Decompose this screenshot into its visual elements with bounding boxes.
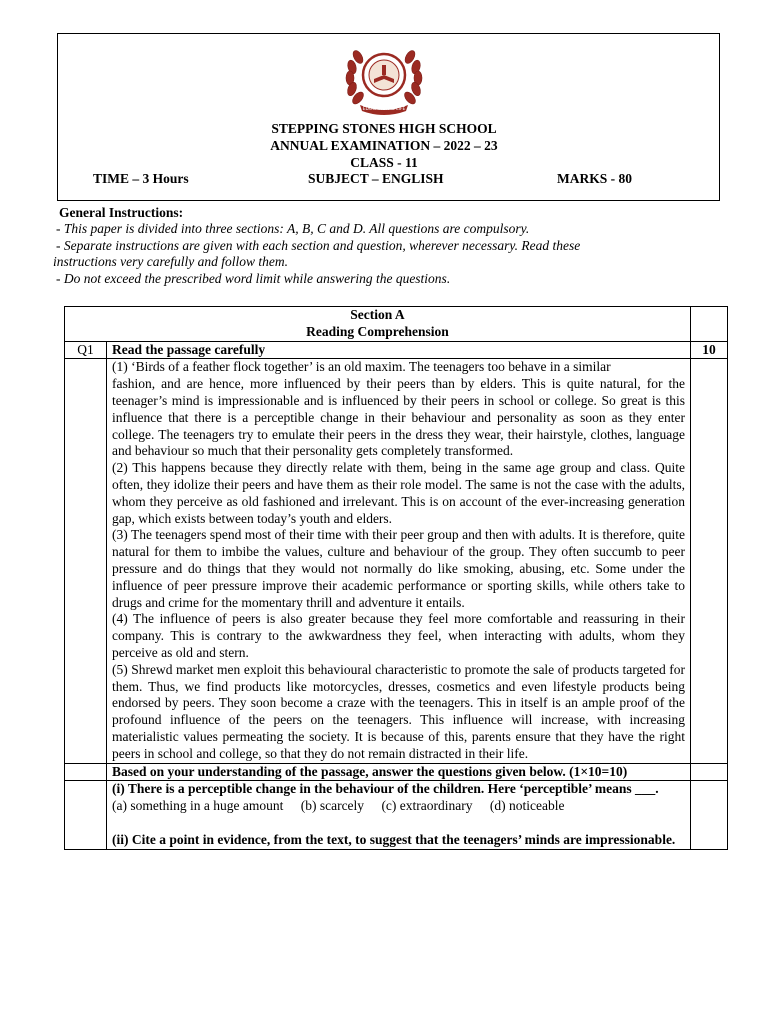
instruction-2a: - Separate instructions are given with each section and question, wherever necessary. Read these (56, 238, 581, 253)
instruction-2b: instructions very carefully and follow them. (53, 254, 288, 269)
marks-label: MARKS - 80 (557, 171, 632, 186)
question-i: (i) There is a perceptible change in the behaviour of the children. Here ‘perceptible’ means ___. (112, 781, 659, 797)
instruction-3: - Do not exceed the prescribed word limit while answering the questions. (56, 271, 451, 286)
subquestions-row (65, 781, 728, 849)
passage-para-1a: (1) ‘Birds of a feather flock together’ is an old maxim. The teenagers too behave in a similar (112, 359, 611, 375)
based-on-instruction: Based on your understanding of the passage, answer the questions given below. (1×10=10) (107, 763, 691, 781)
instruction-row (65, 763, 728, 781)
passage-cell (107, 359, 691, 763)
section-title: Reading Comprehension (306, 323, 449, 339)
section-name: Section A (350, 307, 405, 322)
section-header-cell (65, 307, 691, 342)
emblem-ribbon-text: EDUCATION IS LIFE (362, 107, 406, 112)
school-emblem (340, 41, 428, 119)
section-header-row (65, 307, 728, 342)
question-number: Q1 (65, 341, 107, 359)
exam-title: ANNUAL EXAMINATION – 2022 – 23 (270, 138, 498, 153)
passage-para-5: (5) Shrewd market men exploit this behavioural characteristic to promote the sale of products targeted for them. Thus, we find products like motorcycles, dresses, cosmetics and even lifestyle products being endorsed by peers. They soon become a craze with the teenagers. This in itself is an ample proof of the profound influence of the peers on the teenagers. This influence will increase, with increasing materialistic values permeating the society. It is because of this, parents ensure that they have the right peers in school and college, so that they do not remain distracted in their life. (112, 661, 685, 761)
class-label: CLASS - 11 (350, 155, 418, 170)
passage-para-3: (3) The teenagers spend most of their time with their peer group and then with adults. It is therefore, quite natural for them to imbibe the values, culture and behaviour of the group. They often succumb to peer pressure and do things that they would not normally do like smoking, abusing, etc. Some under the influence of peer pressure improve their academic performance or sporting skills, while others take to drugs and crime for the momentary thrill and adventure it entails. (112, 527, 685, 610)
option-b: (b) scarcely (300, 798, 365, 814)
option-a: (a) something in a huge amount (112, 798, 284, 814)
passage-row (65, 359, 728, 763)
question-i-options (112, 798, 685, 815)
instructions-title: General Instructions: (59, 205, 184, 220)
passage-para-1b: fashion, and are hence, more influenced by their peers than by elders. This is quite natural, for the teenager’s mind is impressionable and is influenced by their peers in school or college. So great is this influence that there is a perceptible change in their behaviour and personality as soon as they enter college. The teenagers try to emulate their peers in the dress they wear, their hairstyle, clothes, language and behaviour so much that their personality gets completely transformed. (112, 376, 685, 459)
question-title: Read the passage carefully (107, 341, 691, 359)
passage-para-4: (4) The influence of peers is also greater because they feel more comfortable and reassuring in their company. This is contrary to the awkwardness they feel, when interacting with adults, whom they perceive as old and stern. (112, 611, 685, 660)
subquestions-cell (107, 781, 691, 849)
subject-label: SUBJECT – ENGLISH (308, 171, 444, 186)
option-c: (c) extraordinary (381, 798, 473, 814)
question-ii: (ii) Cite a point in evidence, from the text, to suggest that the teenagers’ minds are impressionable. (112, 831, 676, 847)
time-label: TIME – 3 Hours (93, 171, 189, 186)
option-d: (d) noticeable (489, 798, 565, 814)
section-a-table (64, 306, 728, 850)
question-row (65, 341, 728, 359)
passage-para-2: (2) This happens because they directly relate with them, being in the same age group and class. Quite often, they idolize their peers and have them as their role model. The same is not the case with the adults, whom they perceive as old fashioned and irrelevant. This is on account of the ever-increasing generation gap, which exists between today’s youth and elders. (112, 460, 685, 526)
instruction-1: - This paper is divided into three sections: A, B, C and D. All questions are compulsory. (56, 221, 530, 236)
school-name: STEPPING STONES HIGH SCHOOL (271, 121, 497, 136)
question-marks: 10 (691, 341, 728, 359)
